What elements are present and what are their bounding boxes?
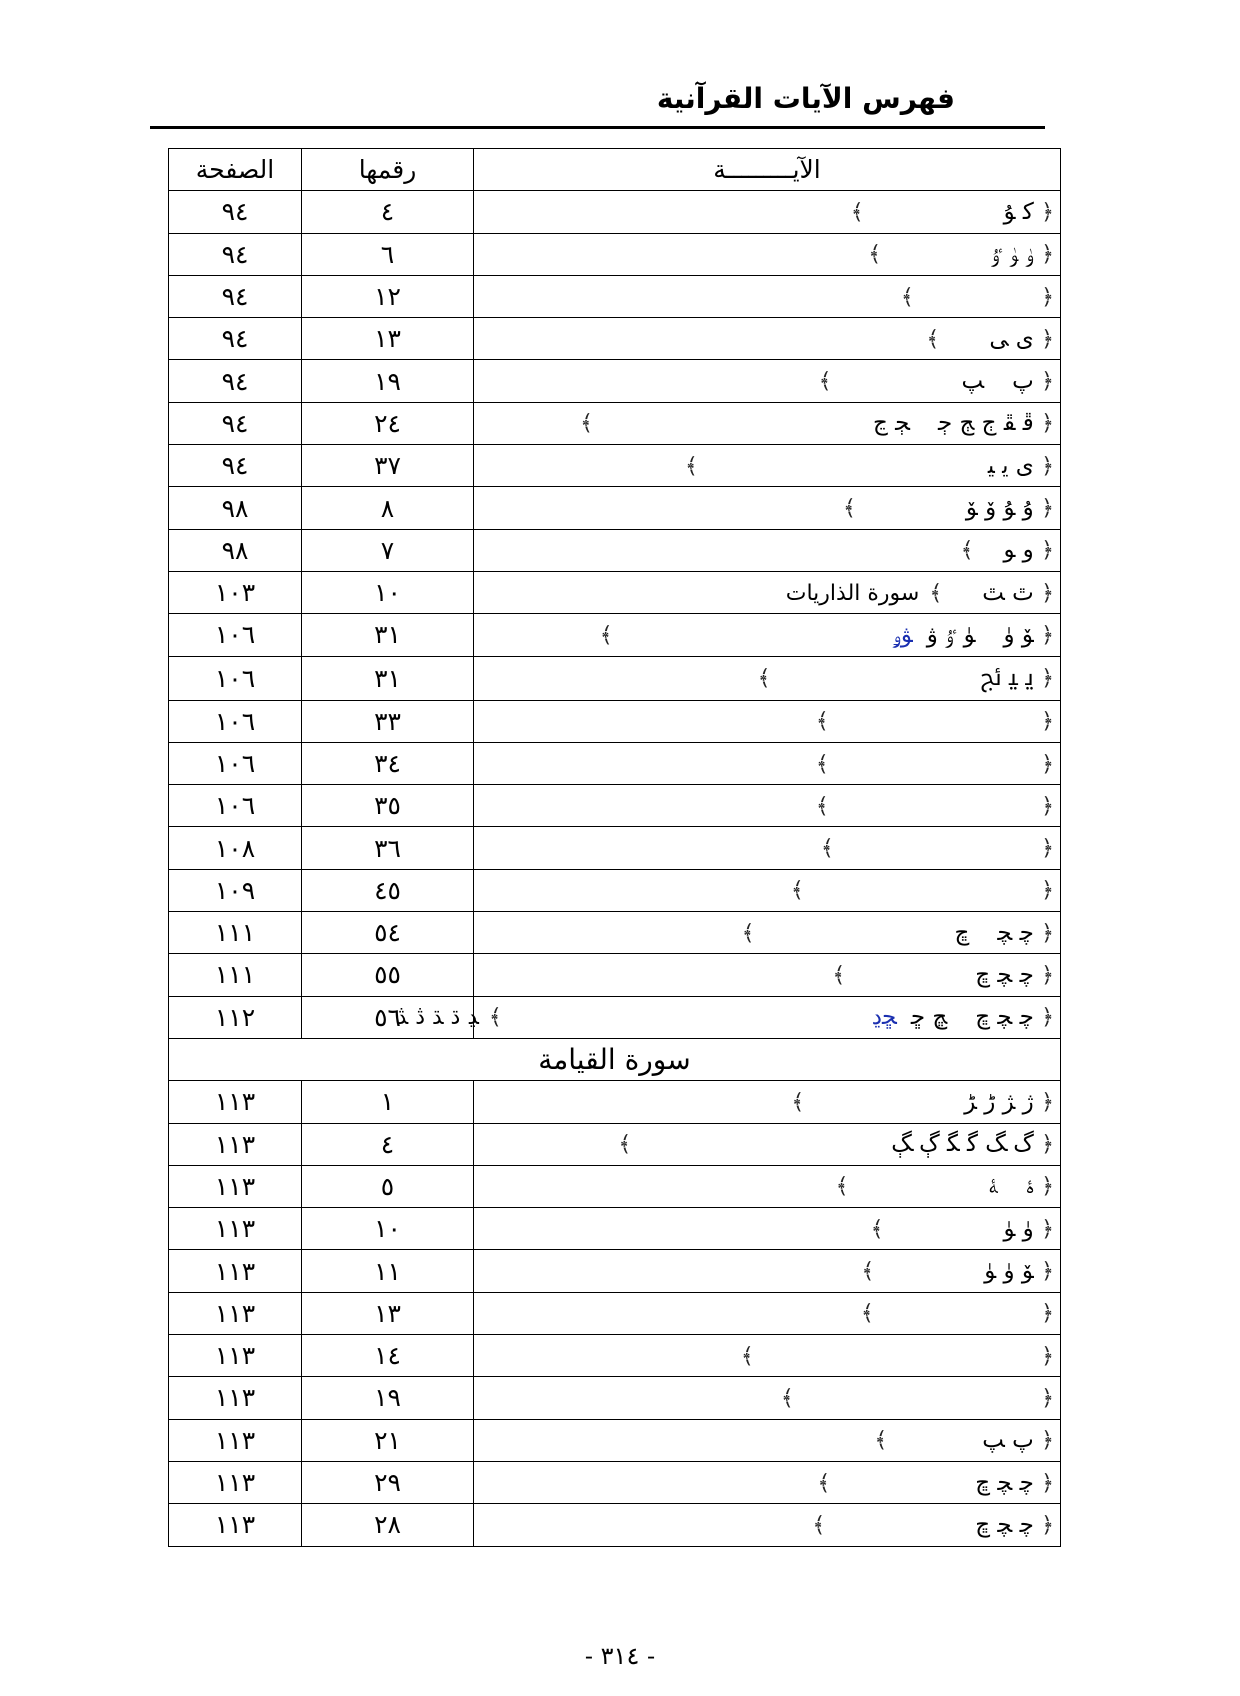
ornament-close-icon: ﴾ (818, 369, 832, 395)
ornament-open-icon: ﴿ (1041, 962, 1054, 988)
table-row (169, 700, 1061, 742)
page-number-cell: ١٠٩ (169, 869, 302, 911)
table-row (169, 445, 1061, 487)
table-row (169, 191, 1061, 233)
ornament-close-icon: ﴾ (832, 962, 846, 988)
ayah-cell (474, 1208, 1061, 1250)
ornament-open-icon: ﴿ (1041, 878, 1054, 904)
ayah-number-cell: ٧ (302, 529, 474, 571)
ornament-open-icon: ﴿ (1041, 1174, 1054, 1200)
ayah-number-cell: ٢١ (302, 1419, 474, 1461)
page-number-cell: ١١٢ (169, 996, 302, 1038)
table-row (169, 360, 1061, 402)
ayah-cell (474, 742, 1061, 784)
ornament-open-icon: ﴿ (1041, 369, 1054, 395)
table-row (169, 1292, 1061, 1334)
ayah-text-start: ﯗ ﯘ ﯙ ﯚ (965, 495, 1034, 522)
ayah-cell (474, 869, 1061, 911)
ornament-close-icon: ﴾ (817, 1470, 831, 1496)
ayah-cell (474, 275, 1061, 317)
page-number-cell: ١١٣ (169, 1165, 302, 1207)
ornament-open-icon: ﴿ (1041, 199, 1054, 225)
ayah-text-start: ﭼ ﭽ ﭾ (975, 1469, 1034, 1496)
ornament-open-icon: ﴿ (1041, 284, 1054, 310)
table-row (169, 656, 1061, 700)
ornament-close-icon: ﴾ (861, 1259, 875, 1285)
page-number-cell: ١٠٦ (169, 656, 302, 700)
ornament-open-icon: ﴿ (1041, 836, 1054, 862)
table-body (169, 191, 1061, 1546)
ayah-cell (474, 1165, 1061, 1207)
table-row (169, 571, 1061, 613)
ayah-cell (396, 996, 1061, 1038)
ornament-open-icon: ﴿ (1041, 1470, 1054, 1496)
ayah-text-start: ﯚ ﯛ ﯜ (984, 1258, 1034, 1285)
page-number-cell: ٩٨ (169, 529, 302, 571)
ornament-close-icon: ﴾ (815, 793, 829, 819)
ornament-close-icon: ﴾ (815, 751, 829, 777)
ornament-open-icon: ﴿ (1041, 326, 1054, 352)
table-row (169, 1208, 1061, 1250)
ayah-cell (474, 827, 1061, 869)
ayah-number-cell: ١٢ (302, 275, 474, 317)
table-row (169, 996, 1061, 1038)
ayah-number-cell: ١٣ (302, 318, 474, 360)
ayah-number-cell: ٣٥ (302, 785, 474, 827)
table-row (169, 912, 1061, 954)
ayah-cell (474, 1292, 1061, 1334)
ayah-text-start: ﭖ (1012, 368, 1034, 395)
ayah-number-cell: ٣٤ (302, 742, 474, 784)
ayah-text-start: ﭼ ﭽ ﭾ (975, 961, 1034, 988)
table-row (169, 785, 1061, 827)
ayah-number-cell: ٦ (302, 233, 474, 275)
ornament-open-icon: ﴿ (1041, 1385, 1054, 1411)
surah-title-row (169, 1038, 1061, 1080)
page-number-cell: ١١٣ (169, 1377, 302, 1419)
ayah-text-start: ﮤ (1025, 1173, 1034, 1200)
ayah-text-start: ﭢ ﭣ (982, 579, 1034, 606)
ayah-text-start: ﯚ ﯛ (1003, 621, 1034, 648)
table-row (169, 1165, 1061, 1207)
ornament-open-icon: ﴿ (1041, 242, 1054, 268)
page-number-cell: ١٠٦ (169, 614, 302, 656)
ayah-cell (474, 1504, 1061, 1546)
ayah-cell (474, 529, 1061, 571)
ornament-open-icon: ﴿ (1041, 1089, 1054, 1115)
ornament-close-icon: ﴾ (820, 836, 834, 862)
table-row (169, 869, 1061, 911)
ayah-number-cell: ٥٤ (302, 912, 474, 954)
ornament-close-icon: ﴾ (684, 453, 698, 479)
page-number-cell: ٩٤ (169, 233, 302, 275)
ornament-open-icon: ﴿ (1041, 751, 1054, 777)
ayah-number-cell: ٥ (302, 1165, 474, 1207)
table-row (169, 233, 1061, 275)
ayah-number-cell: ٢٩ (302, 1461, 474, 1503)
page-number-cell: ١١٣ (169, 1081, 302, 1123)
page-number-cell: ٩٤ (169, 360, 302, 402)
ayah-cell (474, 445, 1061, 487)
column-header-page: الصفحة (169, 149, 302, 191)
ornament-close-icon: ﴾ (812, 1512, 826, 1538)
table-row (169, 954, 1061, 996)
page-header-title: فهرس الآيات القرآنية (656, 82, 955, 115)
ayah-number-cell: ٣١ (302, 656, 474, 700)
ayah-text-start: ﭼ ﭽ ﭾ (975, 1511, 1034, 1538)
ayah-number-cell: ٤٥ (302, 869, 474, 911)
ornament-close-icon: ﴾ (741, 920, 755, 946)
page-number-cell: ١١٣ (169, 1123, 302, 1165)
ayah-number-cell: ٨ (302, 487, 474, 529)
ornament-close-icon: ﴾ (870, 1216, 884, 1242)
ayah-cell (474, 1081, 1061, 1123)
ayah-text-start: ﮊ ﮋ ﮌ ﮍ (964, 1088, 1034, 1115)
table-row (169, 1250, 1061, 1292)
table-row (169, 402, 1061, 444)
table-row (169, 1123, 1061, 1165)
ornament-open-icon: ﴿ (1041, 411, 1054, 437)
table-row (169, 275, 1061, 317)
page-number-cell: ٩٤ (169, 318, 302, 360)
ornament-close-icon: ﴾ (850, 199, 864, 225)
table-row (169, 529, 1061, 571)
ayah-number-cell: ١٩ (302, 360, 474, 402)
table-row (169, 1377, 1061, 1419)
ornament-close-icon: ﴾ (580, 411, 593, 437)
ayah-text-start: ﭼ ﭽ ﭾ (975, 1004, 1034, 1031)
page-number-cell: ١١٣ (169, 1292, 302, 1334)
ayah-text-mid: ﭾ (954, 919, 970, 946)
ayah-number-cell: ٢٤ (302, 402, 474, 444)
ayah-index-table (168, 148, 1061, 1547)
ayah-text-mid: ﭿ ﮀ (910, 1004, 948, 1031)
page-number-cell: ١١٣ (169, 1504, 302, 1546)
page-number: - ٣١٤ - (584, 1642, 656, 1670)
ayah-text-start: ﮒ ﮓ ﮔ ﮕ ﮖ ﮗ (891, 1131, 1034, 1158)
page-number-cell: ٩٤ (169, 402, 302, 444)
ayah-number-cell: ١٩ (302, 1377, 474, 1419)
column-header-number: رقمها (302, 149, 474, 191)
ayah-number-cell: ٢٨ (302, 1504, 474, 1546)
table-header-row (169, 149, 1061, 191)
page-number-cell: ١١٣ (169, 1250, 302, 1292)
ornament-close-icon: ﴾ (815, 709, 829, 735)
ayah-text-highlight: ﯟﯠ (892, 621, 913, 648)
ayah-text-mid: ﯜ ﯝ ﯞ (926, 621, 976, 648)
ornament-close-icon: ﴾ (842, 496, 856, 522)
ayah-number-cell: ٤ (302, 191, 474, 233)
ayah-number-cell: ٥٦ (302, 996, 474, 1038)
table-row (169, 1081, 1061, 1123)
table-row (169, 1504, 1061, 1546)
ornament-close-icon: ﴾ (618, 1132, 632, 1158)
table-row (169, 1419, 1061, 1461)
ayah-cell (474, 571, 1061, 613)
ayah-text-mid: ﭗ (961, 368, 985, 395)
page-number-cell: ٩٨ (169, 487, 302, 529)
ornament-close-icon: ﴾ (900, 284, 914, 310)
ayah-text-start: ﯛ ﯜ (1003, 1215, 1034, 1242)
ornament-open-icon: ﴿ (1041, 665, 1054, 691)
ornament-open-icon: ﴿ (1041, 622, 1054, 648)
ayah-number-cell: ١٤ (302, 1335, 474, 1377)
surah-title: سورة القيامة (169, 1038, 1061, 1080)
page-number-cell: ١١١ (169, 912, 302, 954)
ayah-number-cell: ٣٣ (302, 700, 474, 742)
ayah-text-start: ﯾ ﯿ ﰀ (980, 664, 1034, 691)
ornament-close-icon: ﴾ (757, 665, 771, 691)
ayah-cell (474, 1461, 1061, 1503)
ayah-text-start: ﭖ ﭗ (982, 1427, 1034, 1454)
ayah-text-start: ﭼ ﭽ (997, 919, 1034, 946)
ayah-number-cell: ١٣ (302, 1292, 474, 1334)
ayah-cell (474, 1123, 1061, 1165)
ornament-close-icon: ﴾ (835, 1174, 849, 1200)
ornament-close-icon: ﴾ (740, 1343, 754, 1369)
table-row (169, 318, 1061, 360)
page-number-cell: ١١٣ (169, 1208, 302, 1250)
page-number-cell: ٩٤ (169, 191, 302, 233)
ayah-number-cell: ٤ (302, 1123, 474, 1165)
ayah-number-cell: ١١ (302, 1250, 474, 1292)
ornament-close-icon: ﴾ (780, 1385, 794, 1411)
ornament-open-icon: ﴿ (1041, 1132, 1054, 1158)
ornament-open-icon: ﴿ (1041, 496, 1054, 522)
ayah-cell (474, 785, 1061, 827)
ayah-text-mid: ﮥ (988, 1173, 998, 1200)
ayah-number-cell: ١٠ (302, 571, 474, 613)
page-number-cell: ١١٣ (169, 1419, 302, 1461)
ayah-text-start: ﯼ ﯽ (989, 325, 1034, 352)
ayah-number-cell: ١٠ (302, 1208, 474, 1250)
ayah-text-start: ﯼ ﯾ ﯿ (987, 452, 1034, 479)
ayah-cell (474, 402, 1061, 444)
table-row (169, 487, 1061, 529)
ayah-cell (474, 1377, 1061, 1419)
ornament-close-icon: ﴾ (868, 242, 882, 268)
ornament-open-icon: ﴿ (1041, 453, 1054, 479)
ayah-cell (474, 360, 1061, 402)
page-number-cell: ١٠٦ (169, 700, 302, 742)
ornament-close-icon: ﴾ (874, 1428, 888, 1454)
ayah-cell (474, 614, 1061, 656)
ayah-cell (474, 700, 1061, 742)
ornament-open-icon: ﴿ (1041, 1512, 1054, 1538)
ornament-open-icon: ﴿ (1041, 1259, 1054, 1285)
ayah-cell (474, 912, 1061, 954)
ayah-text-start: ﯛ ﯜ ﯝ (991, 241, 1034, 268)
ornament-open-icon: ﴿ (1041, 709, 1054, 735)
page-number-cell: ١١٣ (169, 1461, 302, 1503)
ayah-text-highlight: ﮁﮂ (871, 1004, 897, 1031)
ornament-close-icon: ﴾ (960, 538, 974, 564)
page-number-cell: ١١٣ (169, 1335, 302, 1377)
ayah-text-end: ﮃ ﮄ ﮅ ﮆ ﮇ (396, 1005, 479, 1031)
ayah-cell (474, 487, 1061, 529)
table-row (169, 1461, 1061, 1503)
ornament-close-icon: ﴾ (790, 878, 804, 904)
page-number-cell: ٩٤ (169, 275, 302, 317)
ornament-open-icon: ﴿ (1041, 1428, 1054, 1454)
ayah-text-mid: ﭵ ﭶ (872, 410, 910, 437)
ornament-open-icon: ﴿ (1041, 538, 1054, 564)
ayah-cell (474, 1250, 1061, 1292)
table-row (169, 827, 1061, 869)
ayah-text-start: ﮐ ﯘ (1003, 198, 1034, 225)
ornament-close-icon: ﴾ (860, 1301, 874, 1327)
ayah-number-cell: ١ (302, 1081, 474, 1123)
page-number-cell: ٩٤ (169, 445, 302, 487)
ayah-cell (474, 318, 1061, 360)
page-number-cell: ١١١ (169, 954, 302, 996)
page-number-cell: ١٠٣ (169, 571, 302, 613)
page-number-cell: ١٠٦ (169, 785, 302, 827)
ayah-cell (474, 233, 1061, 275)
page-number-cell: ١٠٨ (169, 827, 302, 869)
ayah-text-start: ﻭ ﻮ (1003, 537, 1034, 564)
ayah-number-cell: ٥٥ (302, 954, 474, 996)
ayah-number-cell: ٣١ (302, 614, 474, 656)
page-number-cell: ١٠٦ (169, 742, 302, 784)
ornament-open-icon: ﴿ (1041, 920, 1054, 946)
ornament-close-icon: ﴾ (599, 622, 613, 648)
ornament-open-icon: ﴿ (1041, 1301, 1054, 1327)
ayah-number-cell: ٣٦ (302, 827, 474, 869)
ornament-close-icon: ﴾ (488, 1005, 502, 1031)
ayah-cell (474, 1335, 1061, 1377)
ornament-close-icon: ﴾ (926, 326, 940, 352)
ayah-cell (474, 954, 1061, 996)
ayah-cell (474, 191, 1061, 233)
ornament-open-icon: ﴿ (1041, 793, 1054, 819)
table-row (169, 742, 1061, 784)
ayah-text-start: ﭰ ﭱ ﭲ ﭳ ﭴ (938, 410, 1034, 437)
column-header-ayah: الآيـــــــــة (474, 149, 1061, 191)
ornament-open-icon: ﴿ (1041, 1216, 1054, 1242)
table-row (169, 1335, 1061, 1377)
ornament-open-icon: ﴿ (1041, 580, 1054, 606)
ornament-close-icon: ﴾ (929, 580, 943, 606)
ornament-open-icon: ﴿ (1041, 1005, 1054, 1031)
ornament-open-icon: ﴿ (1041, 1343, 1054, 1369)
table-row (169, 614, 1061, 656)
ornament-close-icon: ﴾ (791, 1089, 805, 1115)
ayah-number-cell: ٣٧ (302, 445, 474, 487)
ayah-cell (474, 1419, 1061, 1461)
header-rule (150, 126, 1045, 129)
ayah-text-end: سورة الذاريات (785, 580, 920, 606)
ayah-cell (474, 656, 1061, 700)
